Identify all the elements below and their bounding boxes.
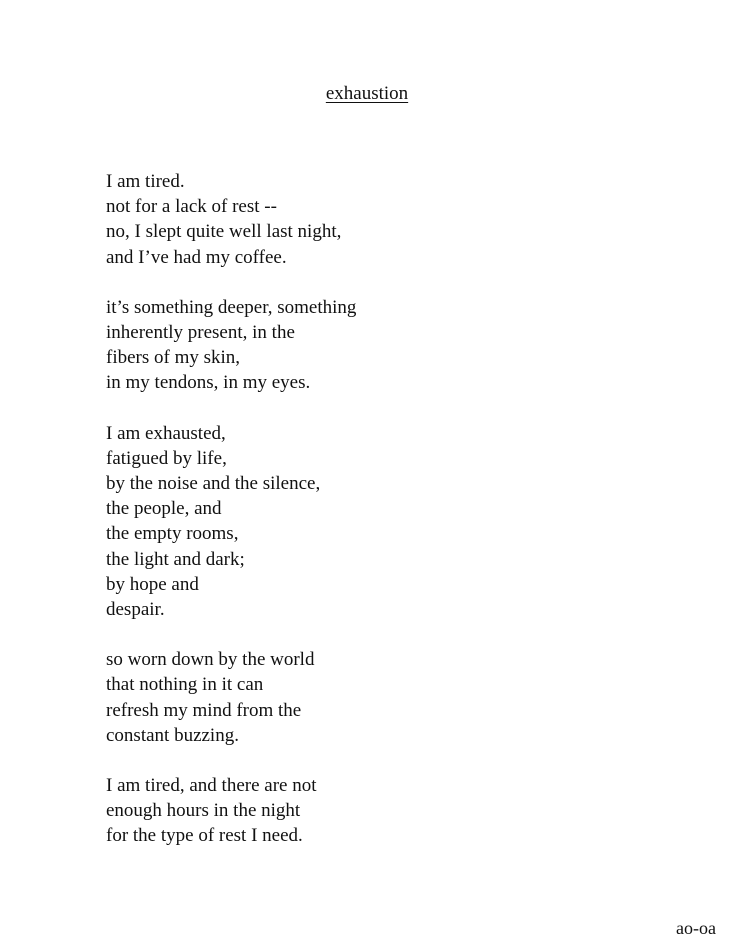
poem-line: I am exhausted, [106,422,226,444]
poem-title: exhaustion [325,83,409,104]
poem-line: and I’ve had my coffee. [106,246,287,268]
poem-line: I am tired, and there are not [106,775,317,797]
poem-line: so worn down by the world [106,649,315,671]
poem-line: refresh my mind from the [106,699,302,721]
poem-line: in my tendons, in my eyes. [106,372,311,394]
author-signature: ao-oa [676,918,716,938]
poem-line: by hope and [106,573,199,595]
stanza-5 [106,773,666,849]
poem-line: fatigued by life, [106,447,227,469]
poem-body [106,169,666,874]
poem-line: the people, and [106,498,222,520]
stanza-4 [106,647,666,748]
poem-line: enough hours in the night [106,800,301,822]
stanza-2 [106,295,666,396]
poem-line: for the type of rest I need. [106,825,303,847]
poem-line: no, I slept quite well last night, [106,221,342,243]
poem-line: by the noise and the silence, [106,473,321,495]
poem-line: I am tired. [106,171,185,192]
stanza-1 [106,169,666,270]
poem-line: that nothing in it can [106,674,264,696]
poem-line: despair. [106,599,165,621]
poem-line: not for a lack of rest -- [106,196,277,218]
poem-line: constant buzzing. [106,724,239,746]
poem-line: inherently present, in the [106,322,295,344]
poem-line: fibers of my skin, [106,347,241,369]
stanza-3 [106,421,666,623]
poem-line: the empty rooms, [106,523,239,545]
poem-line: the light and dark; [106,548,245,570]
poem-line: it’s something deeper, something [106,296,357,318]
